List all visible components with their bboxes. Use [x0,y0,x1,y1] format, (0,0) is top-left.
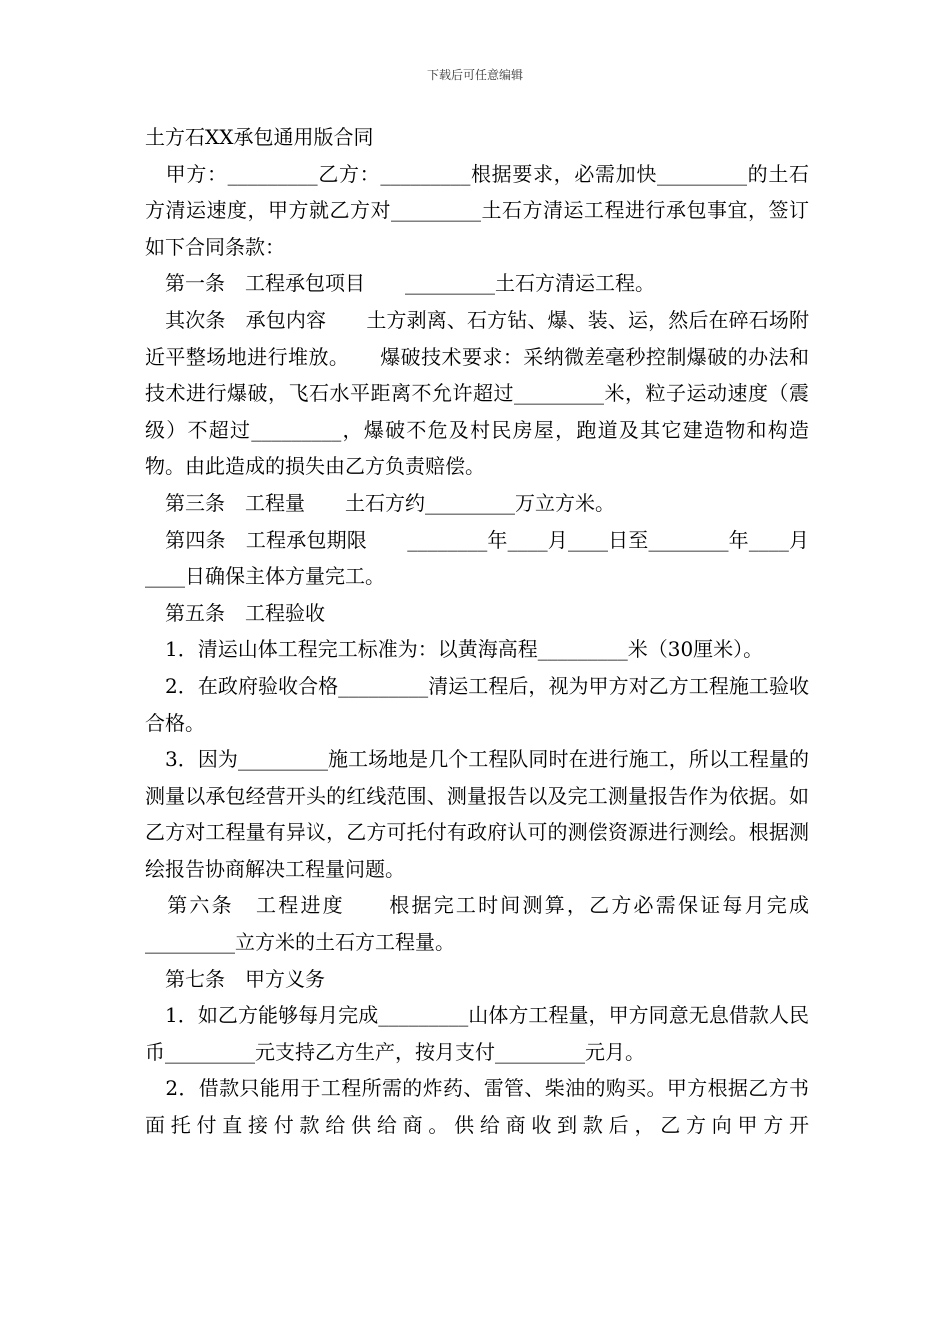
article-2: 其次条 承包内容 土方剥离、石方钻、爆、装、运，然后在碎石场附近平整场地进行堆放。 爆破技术要求：采纳微差毫秒控制爆破的办法和技术进行爆破，飞石水平距离不允许超过_________米，粒子运动速度（震级）不超过_________，爆破不危及村民房屋，跑道及其它建造物和构造物。由此造成的损失由乙方负责赔偿。 [145,307,809,479]
contract-body [145,119,809,1144]
contract-intro: 甲方：_________乙方：_________根据要求，必需加快_________的土石方清运速度，甲方就乙方对_________土石方清运工程进行承包事宜，签订如下合同条款： [145,161,809,259]
article-7-item-1: 1．如乙方能够每月完成_________山体方工程量，甲方同意无息借款人民币_________元支持乙方生产，按月支付_________元月。 [145,1003,809,1064]
page-header: 下载后可任意编辑 [426,68,523,82]
article-7-heading: 第七条 甲方义务 [145,966,325,991]
article-5-item-2: 2．在政府验收合格_________清运工程后，视为甲方对乙方工程施工验收合格。 [145,673,809,735]
article-5-heading: 第五条 工程验收 [145,600,325,625]
article-7-item-2: 2．借款只能用于工程所需的炸药、雷管、柴油的购买。甲方根据乙方书面托付直接付款给供给商。供给商收到款后，乙方向甲方开 [145,1076,809,1138]
article-3: 第三条 工程量 土石方约_________万立方米。 [145,490,615,515]
article-1: 第一条 工程承包项目 _________土石方清运工程。 [145,271,655,296]
article-6: 第六条 工程进度 根据完工时间测算，乙方必需保证每月完成_________立方米的土石方工程量。 [145,893,809,955]
article-5-item-1: 1．清运山体工程完工标准为：以黄海高程_________米（30厘米）。 [145,637,764,662]
contract-title: 土方石XX承包通用版合同 [145,125,374,149]
article-5-item-3: 3．因为_________施工场地是几个工程队同时在进行施工，所以工程量的测量以承包经营开头的红线范围、测量报告以及完工测量报告作为依据。如乙方对工程量有异议，乙方可托付有政府认可的测偿资源进行测绘。根据测绘报告协商解决工程量问题。 [145,747,809,881]
article-4: 第四条 工程承包期限 ________年____月____日至________年____月____日确保主体方量完工。 [145,527,809,589]
